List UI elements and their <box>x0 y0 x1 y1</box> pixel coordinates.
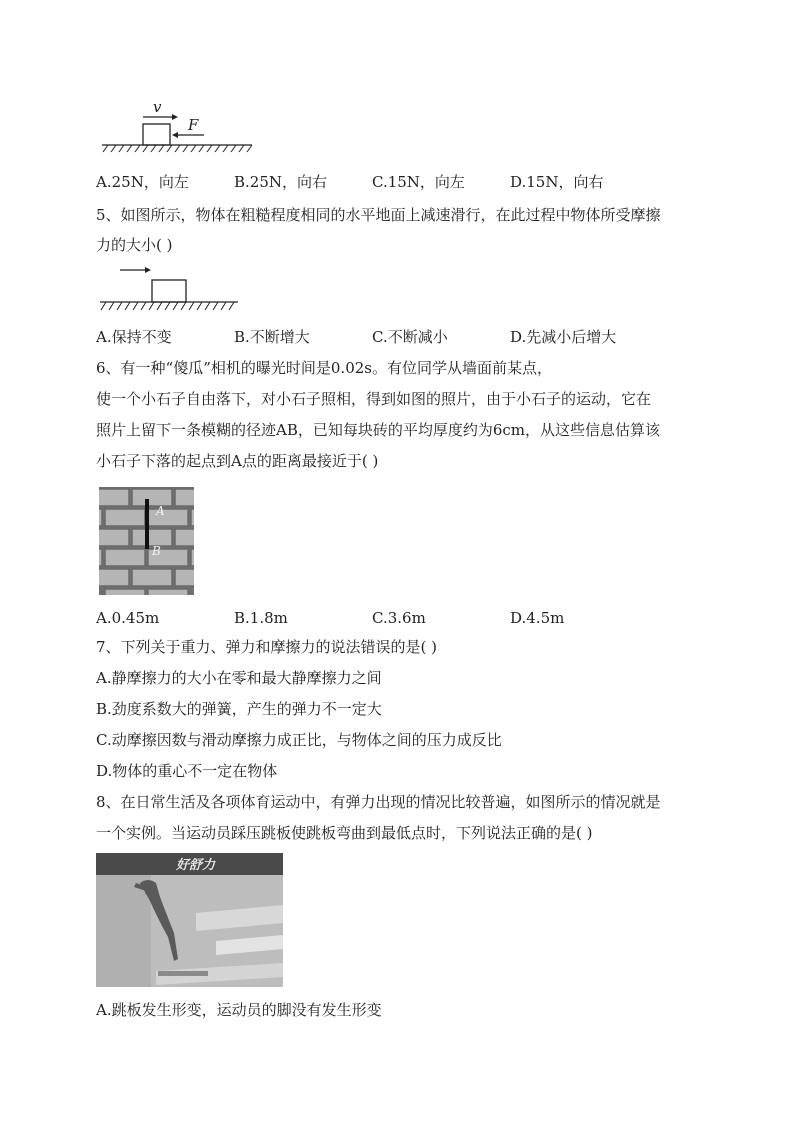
q4-option-b: B.25N，向右 <box>234 173 328 191</box>
q6-question-line-2: 使一个小石子自由落下，对小石子照相，得到如图的照片，由于小石子的运动，它在 <box>96 390 652 408</box>
q6-option-b: B.1.8m <box>234 609 288 627</box>
q6-option-d: D.4.5m <box>510 609 565 627</box>
q7-option-d: D.物体的重心不一定在物体 <box>96 762 278 780</box>
q5-option-d: D.先减小后增大 <box>510 328 617 346</box>
q4-figure <box>100 98 260 158</box>
q7-option-a: A.静摩擦力的大小在零和最大静摩擦力之间 <box>96 669 382 687</box>
q7-question: 7、下列关于重力、弹力和摩擦力的说法错误的是( ) <box>96 638 438 656</box>
q8-question-line-2: 一个实例。当运动员踩压跳板使跳板弯曲到最低点时，下列说法正确的是( ) <box>96 824 593 842</box>
sliding-block <box>143 124 170 145</box>
q6-question-line-1: 6、有一种“傻瓜”相机的曝光时间是0.02s。有位同学从墙面前某点， <box>96 359 552 377</box>
q5-question-line-1: 5、如图所示，物体在粗糙程度相同的水平地面上减速滑行，在此过程中物体所受摩擦 <box>96 206 661 224</box>
brick-wall-photo <box>99 487 194 595</box>
banner-text: 好舒力 <box>176 858 216 873</box>
q7-option-b: B.劲度系数大的弹簧，产生的弹力不一定大 <box>96 700 382 718</box>
q4-option-a: A.25N，向左 <box>96 173 189 191</box>
q7-option-c: C.动摩擦因数与滑动摩擦力成正比，与物体之间的压力成反比 <box>96 731 502 749</box>
q5-question-line-2: 力的大小( ) <box>96 236 173 254</box>
q6-option-a: A.0.45m <box>96 609 160 627</box>
q6-option-c: C.3.6m <box>372 609 426 627</box>
diver-photo <box>96 853 283 987</box>
q6-question-line-4: 小石子下落的起点到A点的距离最接近于( ) <box>96 452 379 470</box>
q5-option-c: C.不断减小 <box>372 328 448 346</box>
q5-option-a: A.保持不变 <box>96 328 172 346</box>
force-label: F <box>188 116 199 134</box>
sliding-block <box>152 280 186 302</box>
q5-option-b: B.不断增大 <box>234 328 310 346</box>
q4-option-d: D.15N，向右 <box>510 173 604 191</box>
point-b-label: B <box>152 544 161 558</box>
q8-option-a: A.跳板发生形变，运动员的脚没有发生形变 <box>96 1001 382 1019</box>
velocity-label: v <box>153 98 162 116</box>
point-a-label: A <box>156 504 165 518</box>
q5-figure <box>98 262 243 317</box>
q8-question-line-1: 8、在日常生活及各项体育运动中，有弹力出现的情况比较普遍，如图所示的情况就是 <box>96 793 661 811</box>
q6-question-line-3: 照片上留下一条模糊的径迹AB，已知每块砖的平均厚度约为6cm，从这些信息估算该 <box>96 421 661 439</box>
q4-option-c: C.15N，向左 <box>372 173 465 191</box>
